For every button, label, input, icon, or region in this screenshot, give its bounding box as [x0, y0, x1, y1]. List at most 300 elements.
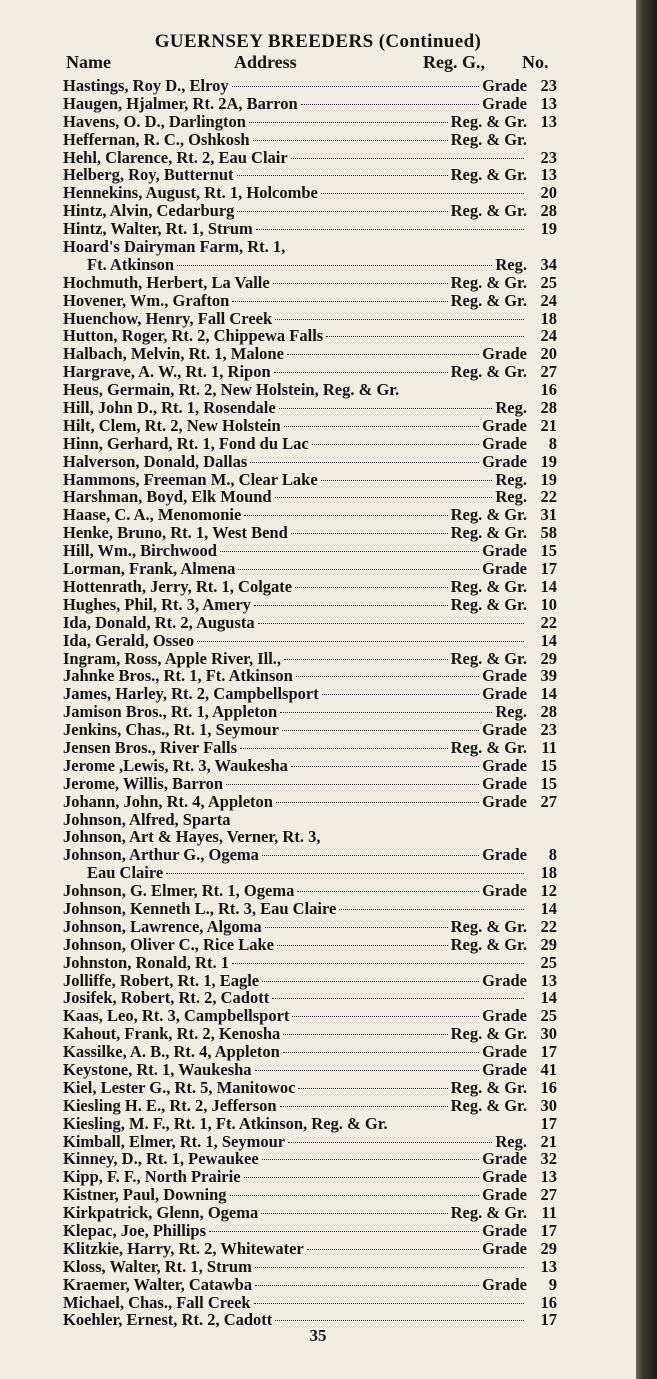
- registration-grade: Grade: [482, 93, 527, 113]
- list-item: [63, 524, 557, 542]
- dot-leader: [254, 605, 448, 606]
- breeder-name: Haase, C. A., Menomonie: [63, 505, 242, 525]
- dot-leader: [307, 1249, 479, 1250]
- herd-number: 17: [540, 1221, 557, 1240]
- herd-number: 17: [540, 1042, 557, 1062]
- herd-number: 11: [541, 737, 557, 757]
- list-item: [63, 578, 557, 596]
- list-item: [63, 95, 557, 113]
- list-item: [63, 1025, 557, 1043]
- breeder-name: Hennekins, August, Rt. 1, Holcombe: [63, 183, 318, 203]
- list-item: [63, 954, 557, 972]
- column-header-name: Name: [66, 52, 111, 72]
- dot-leader: [274, 372, 448, 373]
- herd-number: 29: [540, 648, 557, 668]
- herd-number: 13: [540, 970, 557, 990]
- registration-grade: Reg. & Gr.: [450, 916, 527, 936]
- herd-number: 25: [540, 272, 557, 292]
- list-item: [63, 864, 557, 882]
- registration-grade: Reg.: [495, 487, 527, 507]
- list-item: [63, 757, 557, 775]
- list-item: [63, 632, 557, 650]
- list-item: [63, 596, 557, 614]
- dot-leader: [277, 945, 448, 946]
- registration-grade: Reg. & Gr.: [450, 362, 527, 382]
- registration-grade: Grade: [482, 1274, 527, 1294]
- herd-number: 17: [540, 559, 557, 579]
- dot-leader: [254, 1303, 524, 1304]
- registration-grade: Grade: [482, 1149, 527, 1169]
- list-item: [63, 1294, 557, 1312]
- registration-grade: Reg. & Gr.: [450, 129, 527, 149]
- breeder-name: Harshman, Boyd, Elk Mound: [63, 487, 272, 507]
- registration-grade: Grade: [482, 451, 527, 471]
- list-item: [63, 1186, 557, 1204]
- list-item: [63, 972, 557, 990]
- herd-number: 25: [540, 1006, 557, 1026]
- herd-number: 24: [540, 290, 557, 310]
- list-item: [63, 1150, 557, 1168]
- list-item: [63, 113, 557, 131]
- breeder-name: Johnson, Alfred, Sparta: [63, 809, 231, 829]
- registration-grade: Grade: [482, 791, 527, 811]
- herd-number: 28: [540, 398, 557, 418]
- dot-leader: [255, 1285, 479, 1286]
- herd-number: 10: [540, 594, 557, 614]
- herd-number: 14: [540, 576, 557, 596]
- herd-number: 18: [540, 863, 557, 883]
- registration-grade: Reg. & Gr.: [450, 201, 527, 221]
- herd-number: 14: [540, 898, 557, 918]
- breeder-name: Josifek, Robert, Rt. 2, Cadott: [63, 988, 270, 1008]
- herd-number: 22: [540, 612, 557, 632]
- list-item: [63, 882, 557, 900]
- herd-number: 21: [540, 415, 557, 435]
- list-item: [63, 828, 557, 846]
- breeder-name: Ft. Atkinson: [87, 254, 175, 274]
- breeder-name: Kipp, F. F., North Prairie: [63, 1167, 241, 1187]
- page-title: GUERNSEY BREEDERS (Continued): [154, 31, 482, 52]
- herd-number: 23: [540, 76, 557, 95]
- list-item: [63, 560, 557, 578]
- herd-number: 22: [540, 916, 557, 936]
- dot-leader: [197, 641, 524, 642]
- breeder-name: Ida, Donald, Rt. 2, Augusta: [63, 612, 255, 632]
- registration-grade: Grade: [482, 845, 527, 865]
- breeder-name: Kassilke, A. B., Rt. 4, Appleton: [63, 1042, 280, 1062]
- breeder-name: Jolliffe, Robert, Rt. 1, Eagle: [63, 970, 260, 990]
- list-item: [63, 131, 557, 149]
- registration-grade: Grade: [482, 1006, 527, 1026]
- registration-grade: Reg. & Gr.: [450, 272, 527, 292]
- list-item: [63, 184, 557, 202]
- dot-leader: [250, 462, 479, 463]
- breeder-name: Hargrave, A. W., Rt. 1, Ripon: [63, 362, 271, 382]
- herd-number: 58: [540, 523, 557, 543]
- registration-grade: Grade: [482, 881, 527, 901]
- registration-grade: Grade: [482, 1221, 527, 1240]
- registration-grade: Grade: [482, 666, 527, 686]
- book-binding-edge: [636, 0, 657, 1379]
- breeder-name: Halverson, Donald, Dallas: [63, 451, 248, 471]
- registration-grade: Grade: [482, 541, 527, 561]
- herd-number: 30: [540, 1024, 557, 1044]
- breeder-name: Michael, Chas., Fall Creek: [63, 1292, 251, 1312]
- list-item: [63, 77, 557, 95]
- breeder-name: Johnson, Kenneth L., Rt. 3, Eau Claire: [63, 898, 337, 918]
- breeder-name: Kimball, Elmer, Rt. 1, Seymour: [63, 1131, 286, 1151]
- herd-number: 24: [540, 326, 557, 346]
- dot-leader: [275, 1320, 524, 1321]
- breeder-name: Jahnke Bros., Rt. 1, Ft. Atkinson: [63, 666, 293, 686]
- registration-grade: Grade: [482, 1185, 527, 1205]
- list-item: [63, 471, 557, 489]
- list-item: [63, 1258, 557, 1276]
- list-item: [63, 363, 557, 381]
- dot-leader: [301, 104, 479, 105]
- breeder-name: Ida, Gerald, Osseo: [63, 630, 195, 650]
- list-item: [63, 506, 557, 524]
- registration-grade: Grade: [482, 415, 527, 435]
- breeder-name: Hammons, Freeman M., Clear Lake: [63, 469, 318, 489]
- registration-grade: Grade: [482, 559, 527, 579]
- registration-grade: Reg. & Gr.: [450, 934, 527, 954]
- herd-number: 16: [540, 1292, 557, 1312]
- dot-leader: [230, 1195, 480, 1196]
- dot-leader: [288, 1142, 492, 1143]
- breeder-name: Jenkins, Chas., Rt. 1, Seymour: [63, 720, 279, 740]
- list-item: [63, 1240, 557, 1258]
- registration-grade: Grade: [482, 970, 527, 990]
- herd-number: 17: [540, 1113, 557, 1133]
- dot-leader: [280, 712, 492, 713]
- registration-grade: Reg. & Gr.: [450, 505, 527, 525]
- breeder-name: Koehler, Ernest, Rt. 2, Cadott: [63, 1310, 273, 1330]
- breeder-name: Johnson, Lawrence, Algoma: [63, 916, 262, 936]
- dot-leader: [262, 1159, 479, 1160]
- dot-leader: [232, 86, 479, 87]
- registration-grade: Grade: [482, 720, 527, 740]
- breeder-name: Hill, Wm., Birchwood: [63, 541, 217, 561]
- breeder-name: Keystone, Rt. 1, Waukesha: [63, 1059, 252, 1079]
- registration-grade: Reg.: [495, 702, 527, 722]
- dot-leader: [280, 1106, 448, 1107]
- registration-grade: Reg.: [495, 469, 527, 489]
- dot-leader: [255, 1070, 480, 1071]
- herd-number: 23: [540, 720, 557, 740]
- breeder-name: Eau Claire: [87, 863, 164, 883]
- herd-number: 19: [540, 469, 557, 489]
- dot-leader: [262, 981, 479, 982]
- dot-leader: [237, 211, 447, 212]
- list-item: [63, 1276, 557, 1294]
- list-item: [63, 453, 557, 471]
- breeder-name: Kahout, Frank, Rt. 2, Kenosha: [63, 1024, 281, 1044]
- breeder-name: Hottenrath, Jerry, Rt. 1, Colgate: [63, 576, 293, 596]
- herd-number: 19: [540, 219, 557, 239]
- column-header-number: No.: [522, 52, 549, 72]
- breeder-name: Kaas, Leo, Rt. 3, Campbellsport: [63, 1006, 290, 1026]
- dot-leader: [321, 480, 493, 481]
- dot-leader: [283, 1034, 447, 1035]
- breeder-name: Henke, Bruno, Rt. 1, West Bend: [63, 523, 288, 543]
- herd-number: 27: [540, 791, 557, 811]
- list-item: [63, 1043, 557, 1061]
- herd-number: 13: [540, 111, 557, 131]
- dot-leader: [321, 193, 524, 194]
- list-item: [63, 1168, 557, 1186]
- dot-leader: [339, 909, 524, 910]
- dot-leader: [282, 730, 479, 731]
- list-item: [63, 488, 557, 506]
- list-item: [63, 435, 557, 453]
- list-item: [63, 292, 557, 310]
- list-item: [63, 327, 557, 345]
- breeder-list: [63, 77, 557, 1329]
- breeder-name: Hovener, Wm., Grafton: [63, 290, 230, 310]
- dot-leader: [232, 301, 447, 302]
- breeder-name: Hilt, Clem, Rt. 2, New Holstein: [63, 415, 281, 435]
- herd-number: 13: [540, 1167, 557, 1187]
- herd-number: 8: [548, 433, 557, 453]
- list-item: [63, 166, 557, 184]
- list-item: [63, 220, 557, 238]
- dot-leader: [240, 748, 448, 749]
- dot-leader: [326, 336, 524, 337]
- breeder-name: Hintz, Walter, Rt. 1, Strum: [63, 219, 253, 239]
- breeder-name: Kiesling, M. F., Rt. 1, Ft. Atkinson, Reg. & Gr.: [63, 1113, 388, 1133]
- dot-leader: [273, 283, 448, 284]
- herd-number: 32: [540, 1149, 557, 1169]
- dot-leader: [295, 587, 448, 588]
- breeder-name: James, Harley, Rt. 2, Campbellsport: [63, 684, 319, 704]
- dot-leader: [256, 229, 524, 230]
- list-item: [63, 1133, 557, 1151]
- dot-leader: [322, 694, 479, 695]
- registration-grade: Grade: [482, 344, 527, 364]
- list-item: [63, 1061, 557, 1079]
- registration-grade: Reg. & Gr.: [450, 290, 527, 310]
- registration-grade: Reg. & Gr.: [450, 576, 527, 596]
- herd-number: 27: [540, 362, 557, 382]
- registration-grade: Reg. & Gr.: [450, 523, 527, 543]
- dot-leader: [291, 158, 524, 159]
- breeder-name: Jensen Bros., River Falls: [63, 737, 238, 757]
- dot-leader: [220, 551, 479, 552]
- registration-grade: Grade: [482, 773, 527, 793]
- list-item: [63, 650, 557, 668]
- herd-number: 13: [540, 165, 557, 185]
- list-item: [63, 775, 557, 793]
- registration-grade: Reg.: [495, 398, 527, 418]
- column-header-address: Address: [234, 52, 297, 72]
- list-item: [63, 721, 557, 739]
- list-item: [63, 149, 557, 167]
- list-item: [63, 381, 557, 399]
- herd-number: 14: [540, 684, 557, 704]
- page-number: 35: [309, 1326, 327, 1345]
- list-item: [63, 1007, 557, 1025]
- herd-number: 20: [540, 344, 557, 364]
- registration-grade: Reg. & Gr.: [450, 165, 527, 185]
- breeder-name: Hastings, Roy D., Elroy: [63, 76, 229, 95]
- registration-grade: Grade: [482, 1042, 527, 1062]
- breeder-name: Huenchow, Henry, Fall Creek: [63, 308, 273, 328]
- dot-leader: [209, 1231, 479, 1232]
- breeder-name: Hill, John D., Rt. 1, Rosendale: [63, 398, 276, 418]
- registration-grade: Reg. & Gr.: [450, 1095, 527, 1115]
- herd-number: 29: [540, 1238, 557, 1258]
- list-item: [63, 1115, 557, 1133]
- herd-number: 28: [540, 201, 557, 221]
- registration-grade: Reg.: [495, 1131, 527, 1151]
- dot-leader: [177, 265, 492, 266]
- dot-leader: [253, 140, 448, 141]
- herd-number: 9: [548, 1274, 557, 1294]
- list-item: [63, 667, 557, 685]
- breeder-name: Kirkpatrick, Glenn, Ogema: [63, 1203, 259, 1223]
- breeder-name: Heffernan, R. C., Oshkosh: [63, 129, 250, 149]
- dot-leader: [238, 569, 479, 570]
- breeder-name: Heus, Germain, Rt. 2, New Holstein, Reg. & Gr.: [63, 380, 400, 400]
- breeder-name: Kiesling H. E., Rt. 2, Jefferson: [63, 1095, 277, 1115]
- list-item: [63, 238, 557, 256]
- herd-number: 18: [540, 308, 557, 328]
- dot-leader: [244, 1177, 480, 1178]
- registration-grade: Reg. & Gr.: [450, 594, 527, 614]
- herd-number: 20: [540, 183, 557, 203]
- list-item: [63, 846, 557, 864]
- breeder-name: Hoard's Dairyman Farm, Rt. 1,: [63, 237, 286, 257]
- list-item: [63, 399, 557, 417]
- list-item: [63, 918, 557, 936]
- dot-leader: [237, 175, 448, 176]
- dot-leader: [226, 784, 479, 785]
- list-item: [63, 202, 557, 220]
- dot-leader: [296, 676, 479, 677]
- breeder-name: Hehl, Clarence, Rt. 2, Eau Clair: [63, 147, 288, 167]
- breeder-name: Johann, John, Rt. 4, Appleton: [63, 791, 273, 811]
- herd-number: 19: [540, 451, 557, 471]
- registration-grade: Reg. & Gr.: [450, 1077, 527, 1097]
- herd-number: 15: [540, 773, 557, 793]
- column-header-grade: Reg. G.,: [423, 52, 485, 72]
- breeder-name: Kinney, D., Rt. 1, Pewaukee: [63, 1149, 259, 1169]
- herd-number: 31: [540, 505, 557, 525]
- breeder-name: Hintz, Alvin, Cedarburg: [63, 201, 235, 221]
- herd-number: 12: [540, 881, 557, 901]
- registration-grade: Reg. & Gr.: [450, 1024, 527, 1044]
- list-item: [63, 614, 557, 632]
- herd-number: 14: [540, 988, 557, 1008]
- dot-leader: [265, 927, 448, 928]
- registration-grade: Reg. & Gr.: [450, 737, 527, 757]
- registration-grade: Reg. & Gr.: [450, 111, 527, 131]
- herd-number: 27: [540, 1185, 557, 1205]
- breeder-name: Klepac, Joe, Phillips: [63, 1221, 207, 1240]
- dot-leader: [292, 1016, 479, 1017]
- registration-grade: Grade: [482, 1059, 527, 1079]
- list-item: [63, 739, 557, 757]
- list-item: [63, 703, 557, 721]
- list-item: [63, 685, 557, 703]
- breeder-name: Hochmuth, Herbert, La Valle: [63, 272, 270, 292]
- dot-leader: [298, 1088, 447, 1089]
- registration-grade: Reg.: [495, 254, 527, 274]
- breeder-name: Kraemer, Walter, Catawba: [63, 1274, 253, 1294]
- list-item: [63, 1222, 557, 1240]
- list-item: [63, 542, 557, 560]
- dot-leader: [297, 891, 479, 892]
- herd-number: 23: [540, 147, 557, 167]
- herd-number: 11: [541, 1203, 557, 1223]
- herd-number: 15: [540, 755, 557, 775]
- herd-number: 34: [540, 254, 557, 274]
- registration-grade: Grade: [482, 433, 527, 453]
- breeder-name: Jamison Bros., Rt. 1, Appleton: [63, 702, 278, 722]
- herd-number: 13: [540, 93, 557, 113]
- herd-number: 41: [540, 1059, 557, 1079]
- breeder-name: Kiel, Lester G., Rt. 5, Manitowoc: [63, 1077, 296, 1097]
- herd-number: 8: [548, 845, 557, 865]
- herd-number: 28: [540, 702, 557, 722]
- registration-grade: Reg. & Gr.: [450, 648, 527, 668]
- breeder-name: Klitzkie, Harry, Rt. 2, Whitewater: [63, 1238, 304, 1258]
- herd-number: 15: [540, 541, 557, 561]
- breeder-name: Hutton, Roger, Rt. 2, Chippewa Falls: [63, 326, 324, 346]
- list-item: [63, 345, 557, 363]
- breeder-name: Hinn, Gerhard, Rt. 1, Fond du Lac: [63, 433, 309, 453]
- herd-number: 17: [540, 1310, 557, 1330]
- dot-leader: [249, 122, 448, 123]
- dot-leader: [232, 963, 524, 964]
- registration-grade: Reg. & Gr.: [450, 1203, 527, 1223]
- herd-number: 22: [540, 487, 557, 507]
- dot-leader: [287, 354, 479, 355]
- herd-number: 16: [540, 1077, 557, 1097]
- dot-leader: [284, 426, 479, 427]
- dot-leader: [291, 533, 448, 534]
- list-item: [63, 274, 557, 292]
- list-item: [63, 1097, 557, 1115]
- list-item: [63, 793, 557, 811]
- dot-leader: [255, 1267, 524, 1268]
- list-item: [63, 1079, 557, 1097]
- herd-number: 39: [540, 666, 557, 686]
- breeder-name: Halbach, Melvin, Rt. 1, Malone: [63, 344, 284, 364]
- registration-grade: Grade: [482, 1238, 527, 1258]
- dot-leader: [276, 802, 479, 803]
- herd-number: 14: [540, 630, 557, 650]
- dot-leader: [312, 444, 479, 445]
- dot-leader: [279, 408, 493, 409]
- list-item: [63, 900, 557, 918]
- breeder-name: Kloss, Walter, Rt. 1, Strum: [63, 1256, 252, 1276]
- breeder-name: Johnson, G. Elmer, Rt. 1, Ogema: [63, 881, 295, 901]
- breeder-name: Hughes, Phil, Rt. 3, Amery: [63, 594, 251, 614]
- dot-leader: [291, 766, 479, 767]
- dot-leader: [166, 873, 524, 874]
- dot-leader: [272, 998, 524, 999]
- breeder-name: Johnston, Ronald, Rt. 1: [63, 952, 229, 972]
- breeder-name: Johnson, Oliver C., Rice Lake: [63, 934, 274, 954]
- registration-grade: Grade: [482, 755, 527, 775]
- herd-number: 30: [540, 1095, 557, 1115]
- breeder-name: Havens, O. D., Darlington: [63, 111, 246, 131]
- breeder-name: Johnson, Arthur G., Ogema: [63, 845, 259, 865]
- breeder-name: Kistner, Paul, Downing: [63, 1185, 227, 1205]
- herd-number: 21: [540, 1131, 557, 1151]
